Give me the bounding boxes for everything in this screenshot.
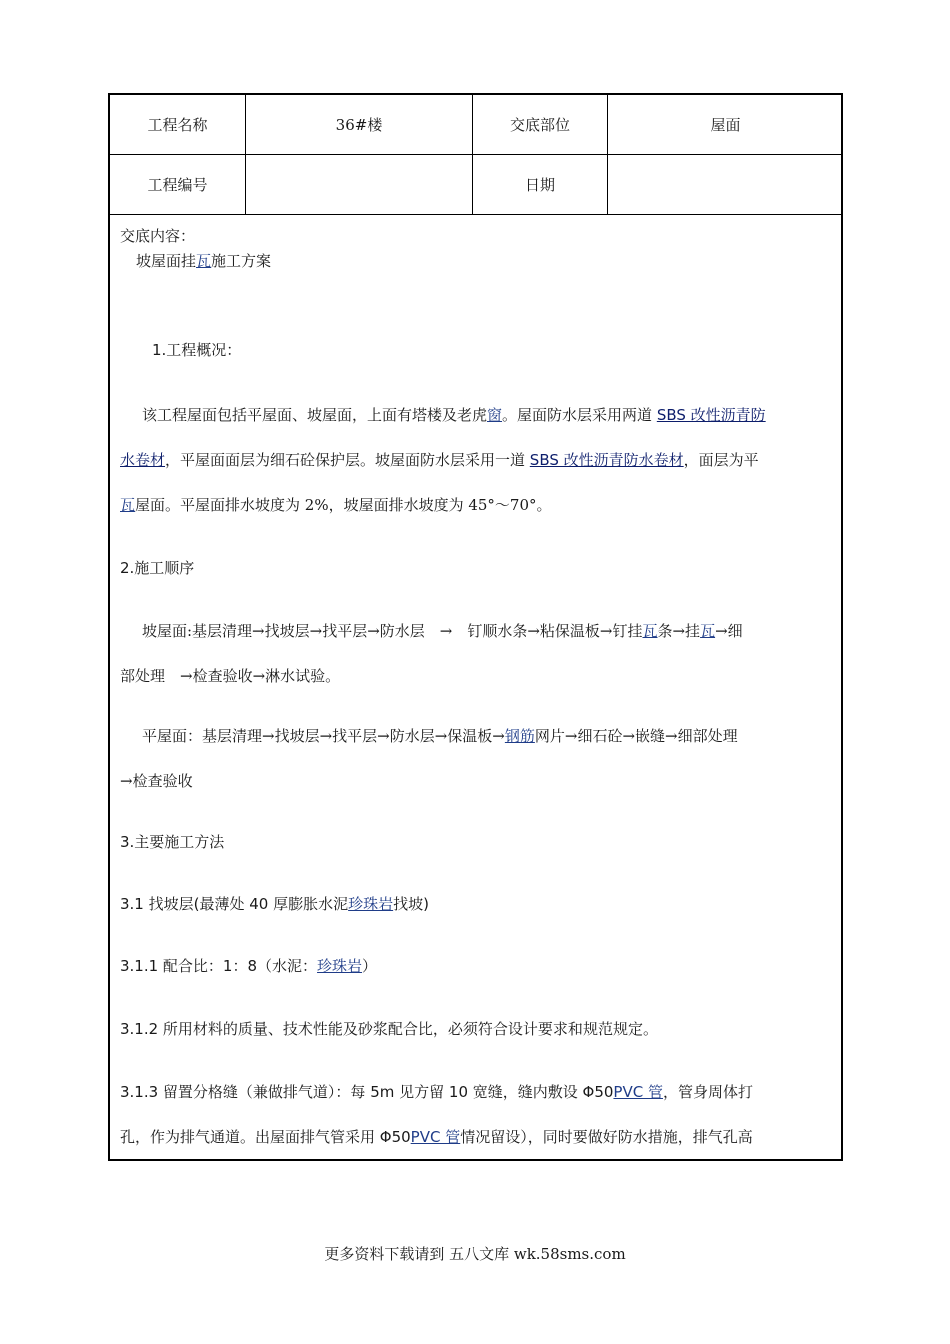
section-3-1-2: 3.1.2 所用材料的质量、技术性能及砂浆配合比，必须符合设计要求和规范规定。 (120, 1020, 658, 1038)
text: ，面层为平 (683, 451, 759, 469)
plan-title-text-2: 施工方案 (211, 252, 272, 270)
perlite-link-2[interactable]: 珍珠岩 (317, 957, 363, 975)
section-1-line-2 (120, 438, 833, 483)
text: ，管身周体打 (662, 1083, 753, 1101)
tile-link-4[interactable]: 瓦 (700, 622, 716, 640)
header-row-2 (110, 155, 841, 215)
project-number-label: 工程编号 (110, 155, 246, 214)
text: 3.1.1 配合比：1：8（水泥： (120, 957, 318, 975)
project-name-value: 36#楼 (246, 95, 473, 154)
text: 平屋面：基层清理→找坡层→找平层→防水层→保温板→ (142, 727, 505, 745)
sbs-membrane-link-2[interactable]: SBS 改性沥青防水卷材 (529, 451, 684, 469)
rebar-link[interactable]: 钢筋 (504, 727, 535, 745)
text: 屋面。平屋面排水坡度为 2%，坡屋面排水坡度为 45°～70°。 (135, 496, 552, 514)
section-3-1-3-line-1 (120, 1070, 833, 1115)
disclosure-part-label: 交底部位 (473, 95, 608, 154)
pvc-pipe-link-2[interactable]: PVC 管 (410, 1128, 461, 1146)
section-1-heading-text: 1.工程概况： (152, 341, 242, 359)
text: ） (362, 957, 378, 975)
text: 坡屋面:基层清理→找坡层→找平层→防水层 → 钉顺水条→粘保温板→钉挂 (142, 622, 643, 640)
disclosure-table (108, 93, 843, 1161)
text: 情况留设），同时要做好防水措施，排气孔高 (460, 1128, 753, 1146)
date-value (608, 155, 843, 214)
text: →细 (715, 622, 743, 640)
section-1-heading (120, 339, 833, 361)
plan-title-text: 坡屋面挂 (136, 252, 197, 270)
section-1-line-3 (120, 483, 833, 528)
section-2-line-2: 部处理 →检查验收→淋水试验。 (120, 667, 341, 685)
text: 。屋面防水层采用两道 (502, 406, 657, 424)
disclosure-part-value: 屋面 (710, 116, 741, 134)
project-name-label: 工程名称 (110, 95, 246, 154)
header-row-1 (110, 95, 841, 155)
plan-title (120, 250, 833, 272)
footer-note: 更多资料下载请到 五八文库 wk.58sms.com (324, 1245, 626, 1263)
text: 网片→细石砼→嵌缝→细部处理 (534, 727, 738, 745)
section-1-line-1 (120, 393, 833, 438)
project-number-value (246, 155, 473, 214)
perlite-link[interactable]: 珍珠岩 (348, 895, 394, 913)
section-2-heading: 2.施工顺序 (120, 559, 195, 577)
text: 找坡) (393, 895, 429, 913)
section-2-line-3 (120, 714, 833, 759)
section-3-1-1 (120, 944, 833, 989)
tile-link-3[interactable]: 瓦 (642, 622, 658, 640)
section-2-line-1 (120, 609, 833, 654)
text: 3.1.3 留置分格缝（兼做排气道）：每 5m 见方留 10 宽缝，缝内敷设 Φ50 (120, 1083, 614, 1101)
tile-link[interactable]: 瓦 (196, 252, 212, 270)
window-link[interactable]: 窗 (487, 406, 503, 424)
text: 3.1 找坡层(最薄处 40 厚膨胀水泥 (120, 895, 349, 913)
content-label: 交底内容： (120, 227, 196, 245)
section-3-1-3-line-2 (120, 1115, 833, 1160)
section-3-heading: 3.主要施工方法 (120, 833, 225, 851)
date-label: 日期 (473, 155, 608, 214)
text: 条→挂 (657, 622, 701, 640)
text: ，平屋面面层为细石砼保护层。坡屋面防水层采用一道 (165, 451, 530, 469)
section-3-1 (120, 882, 833, 927)
section-2-line-4: →检查验收 (120, 772, 193, 790)
text: 该工程屋面包括平屋面、坡屋面，上面有塔楼及老虎 (142, 406, 488, 424)
tile-link-2[interactable]: 瓦 (120, 496, 136, 514)
text: 孔，作为排气通道。出屋面排气管采用 Φ50 (120, 1128, 411, 1146)
membrane-link[interactable]: 水卷材 (120, 451, 166, 469)
sbs-membrane-link[interactable]: SBS 改性沥青防 (656, 406, 766, 424)
pvc-pipe-link[interactable]: PVC 管 (613, 1083, 663, 1101)
